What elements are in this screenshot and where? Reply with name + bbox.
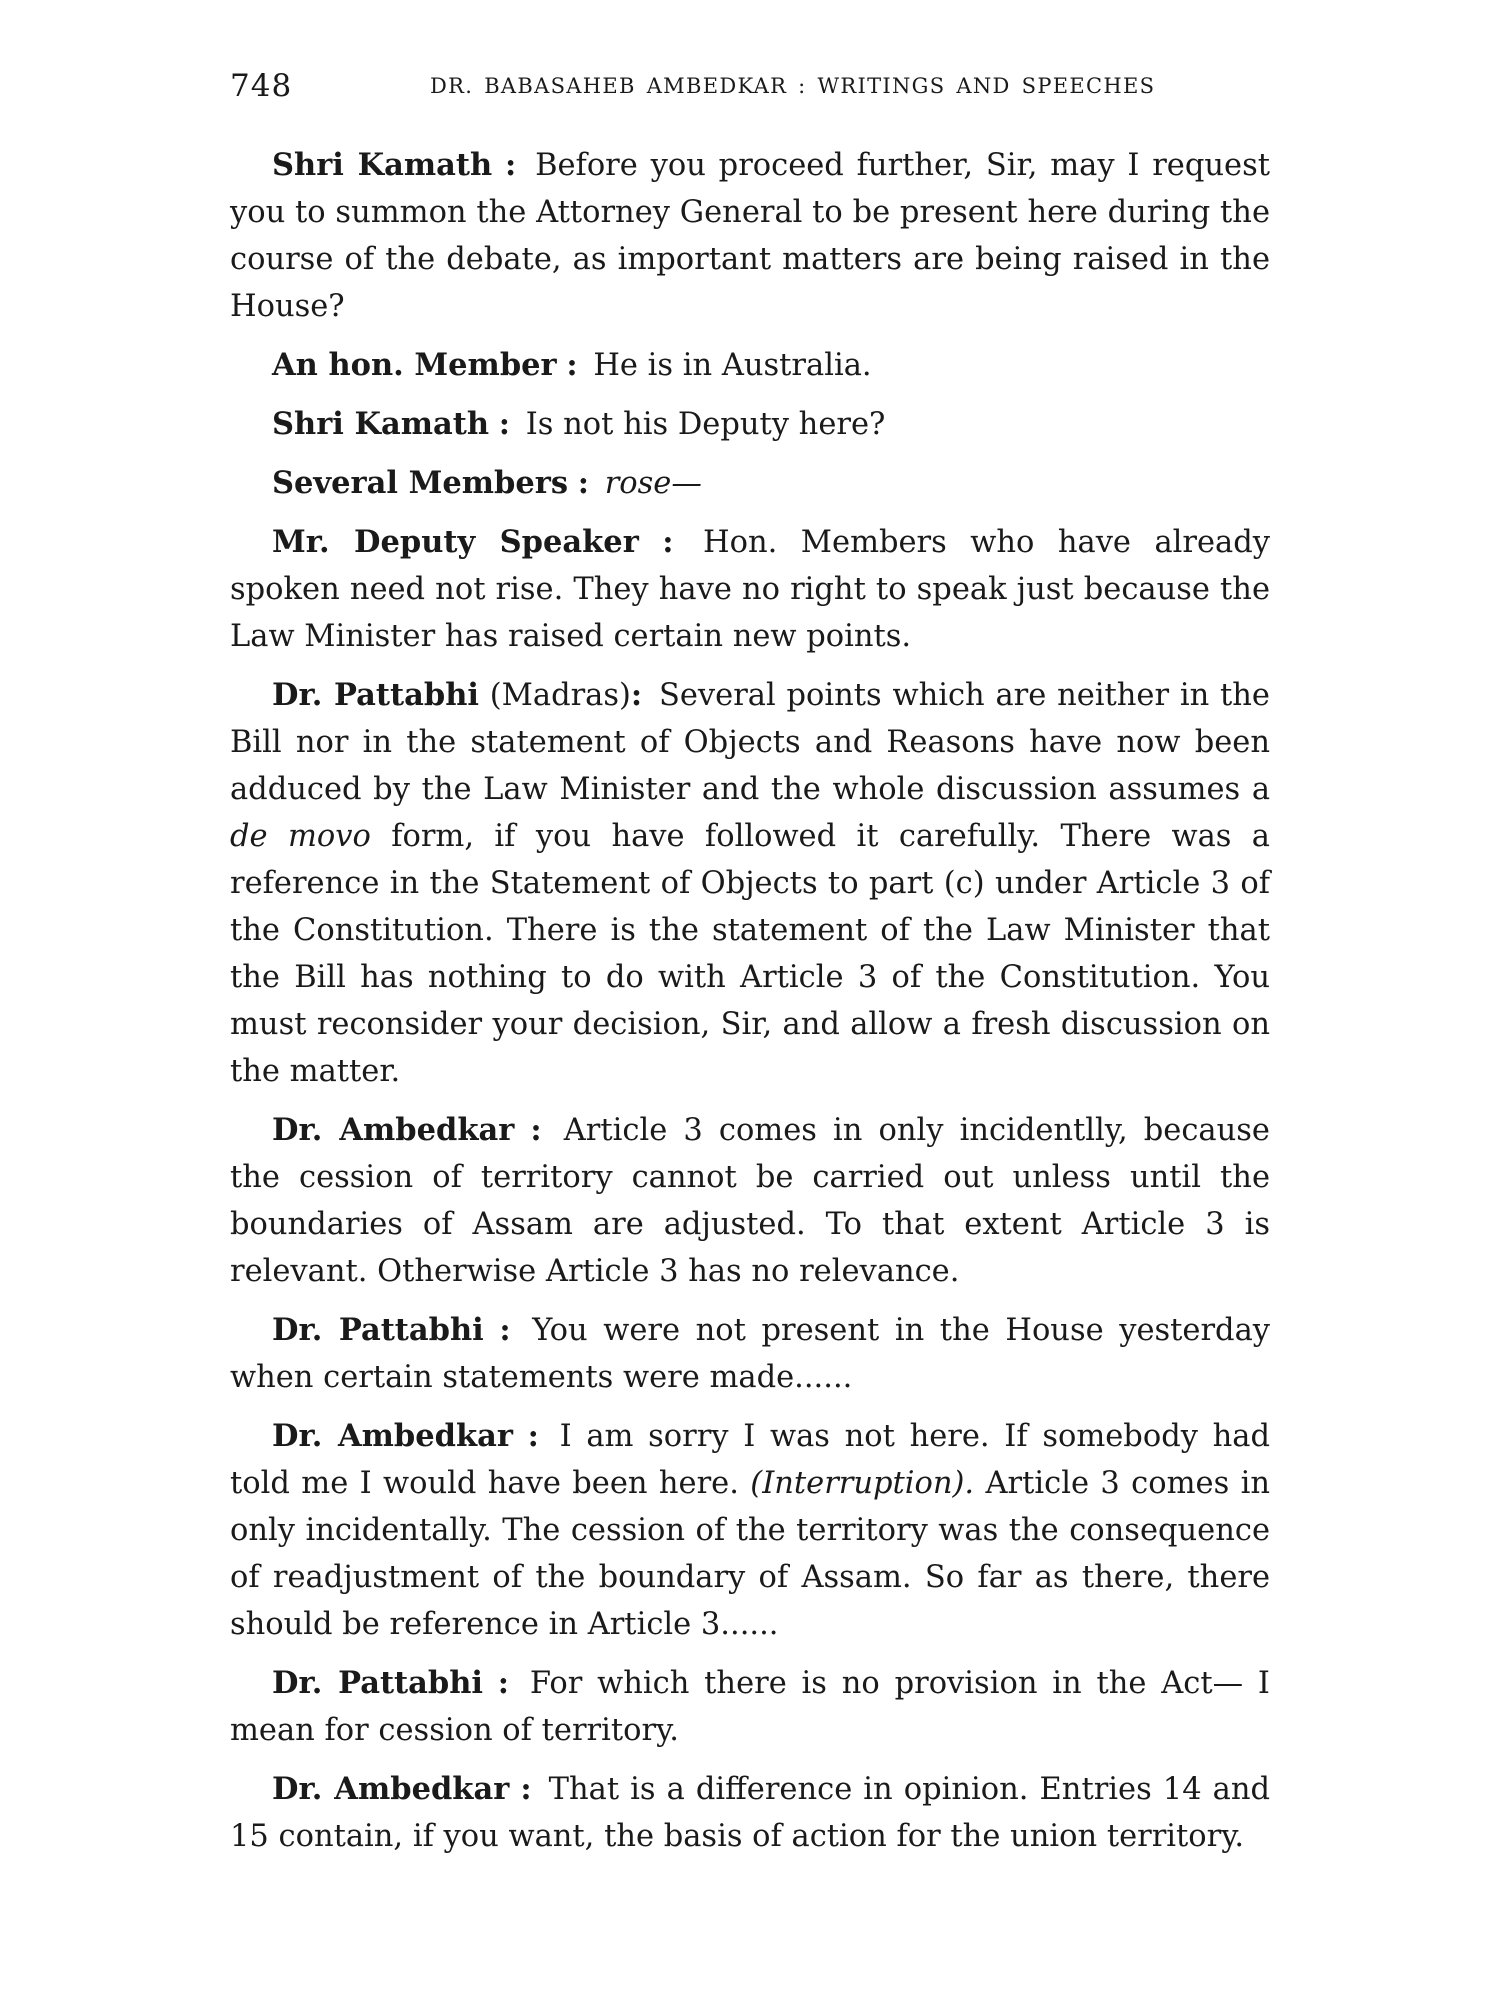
speech-paragraph	[230, 142, 1270, 330]
speaker-separator: :	[504, 147, 517, 183]
italic-phrase: (Interruption).	[750, 1466, 975, 1501]
running-title: DR. BABASAHEB AMBEDKAR : WRITINGS AND SPEECHES	[430, 74, 1156, 98]
speech-paragraph	[230, 460, 1270, 507]
speech-text: Hon. Members who have already spoken need not rise. They have no right to speak just because the Law Minister has raised certain new points.	[230, 525, 1270, 654]
speaker-name: Dr. Ambedkar	[272, 1418, 513, 1454]
speech-paragraph	[230, 519, 1270, 660]
speaker-name: Several Members	[272, 465, 569, 501]
book-page	[230, 68, 1270, 1872]
speaker-separator: :	[498, 406, 511, 442]
speech-paragraph	[230, 1413, 1270, 1648]
speech-text: You were not present in the House yesterday when certain statements were made......	[230, 1313, 1270, 1395]
speaker-name: An hon. Member	[272, 347, 557, 383]
speech-text: For which there is no provision in the Act— I mean for cession of territory.	[230, 1666, 1270, 1748]
page-number: 748	[230, 68, 293, 104]
speech-text: Article 3 comes in only incidentlly, because the cession of territory cannot be carried out unless until the boundaries of Assam are adjusted. To that extent Article 3 is relevant. Otherwise Article 3 has no relevance.	[230, 1113, 1270, 1289]
speech-paragraph	[230, 342, 1270, 389]
speech-paragraph	[230, 401, 1270, 448]
speaker-separator: :	[499, 1312, 511, 1348]
speaker-name: Shri Kamath	[272, 147, 493, 183]
speech-text: I am sorry I was not here. If somebody had told me I would have been here.	[230, 1419, 1270, 1501]
speaker-name: Dr. Ambedkar	[272, 1771, 510, 1807]
speaker-separator: :	[566, 347, 578, 383]
speaker-name: Mr. Deputy Speaker	[272, 524, 639, 560]
speech-text: Article 3 comes in only incidentally. The cession of the territory was the consequence of readjustment of the boundary of Assam. So far as there, there should be reference in Article 3......	[230, 1466, 1270, 1642]
speaker-separator: :	[577, 465, 589, 501]
speech-text: Several points which are neither in the Bill nor in the statement of Objects and Reasons have now been adduced by the Law Minister and the whole discussion assumes a	[230, 678, 1270, 807]
speaker-separator: :	[530, 1112, 542, 1148]
speech-paragraph	[230, 1660, 1270, 1754]
speaker-separator: :	[527, 1418, 539, 1454]
stage-direction: rose—	[604, 466, 702, 501]
speaker-separator: :	[630, 677, 643, 713]
speaker-name: Dr. Pattabhi	[272, 677, 479, 713]
speaker-name: Dr. Pattabhi	[272, 1312, 484, 1348]
speaker-name: Dr. Pattabhi	[272, 1665, 483, 1701]
speaker-separator: :	[497, 1665, 510, 1701]
speech-paragraph	[230, 1107, 1270, 1295]
italic-phrase: de movo	[230, 819, 371, 854]
speaker-separator: :	[662, 524, 674, 560]
speech-text: He is in Australia.	[593, 348, 872, 383]
speaker-name: Dr. Ambedkar	[272, 1112, 515, 1148]
speech-paragraph	[230, 1766, 1270, 1860]
speaker-name: Shri Kamath	[272, 406, 490, 442]
speech-text: That is a difference in opinion. Entries 14 and 15 contain, if you want, the basis of action for the union territory.	[230, 1772, 1271, 1854]
page-header	[230, 68, 1270, 118]
speech-paragraph	[230, 672, 1270, 1095]
speaker-constituency: (Madras)	[489, 678, 631, 713]
speech-text: form, if you have followed it carefully. There was a reference in the Statement of Objects to part (c) under Article 3 of the Constitution. There is the statement of the Law Minister that the Bill has nothing to do with Article 3 of the Constitution. You must reconsider your decision, Sir, and allow a fresh discussion on the matter.	[230, 819, 1270, 1089]
speaker-separator: :	[520, 1771, 532, 1807]
speech-text: Before you proceed further, Sir, may I request you to summon the Attorney General to be present here during the course of the debate, as important matters are being raised in the House?	[230, 148, 1270, 324]
speech-text: Is not his Deputy here?	[525, 407, 886, 442]
speech-paragraph	[230, 1307, 1270, 1401]
